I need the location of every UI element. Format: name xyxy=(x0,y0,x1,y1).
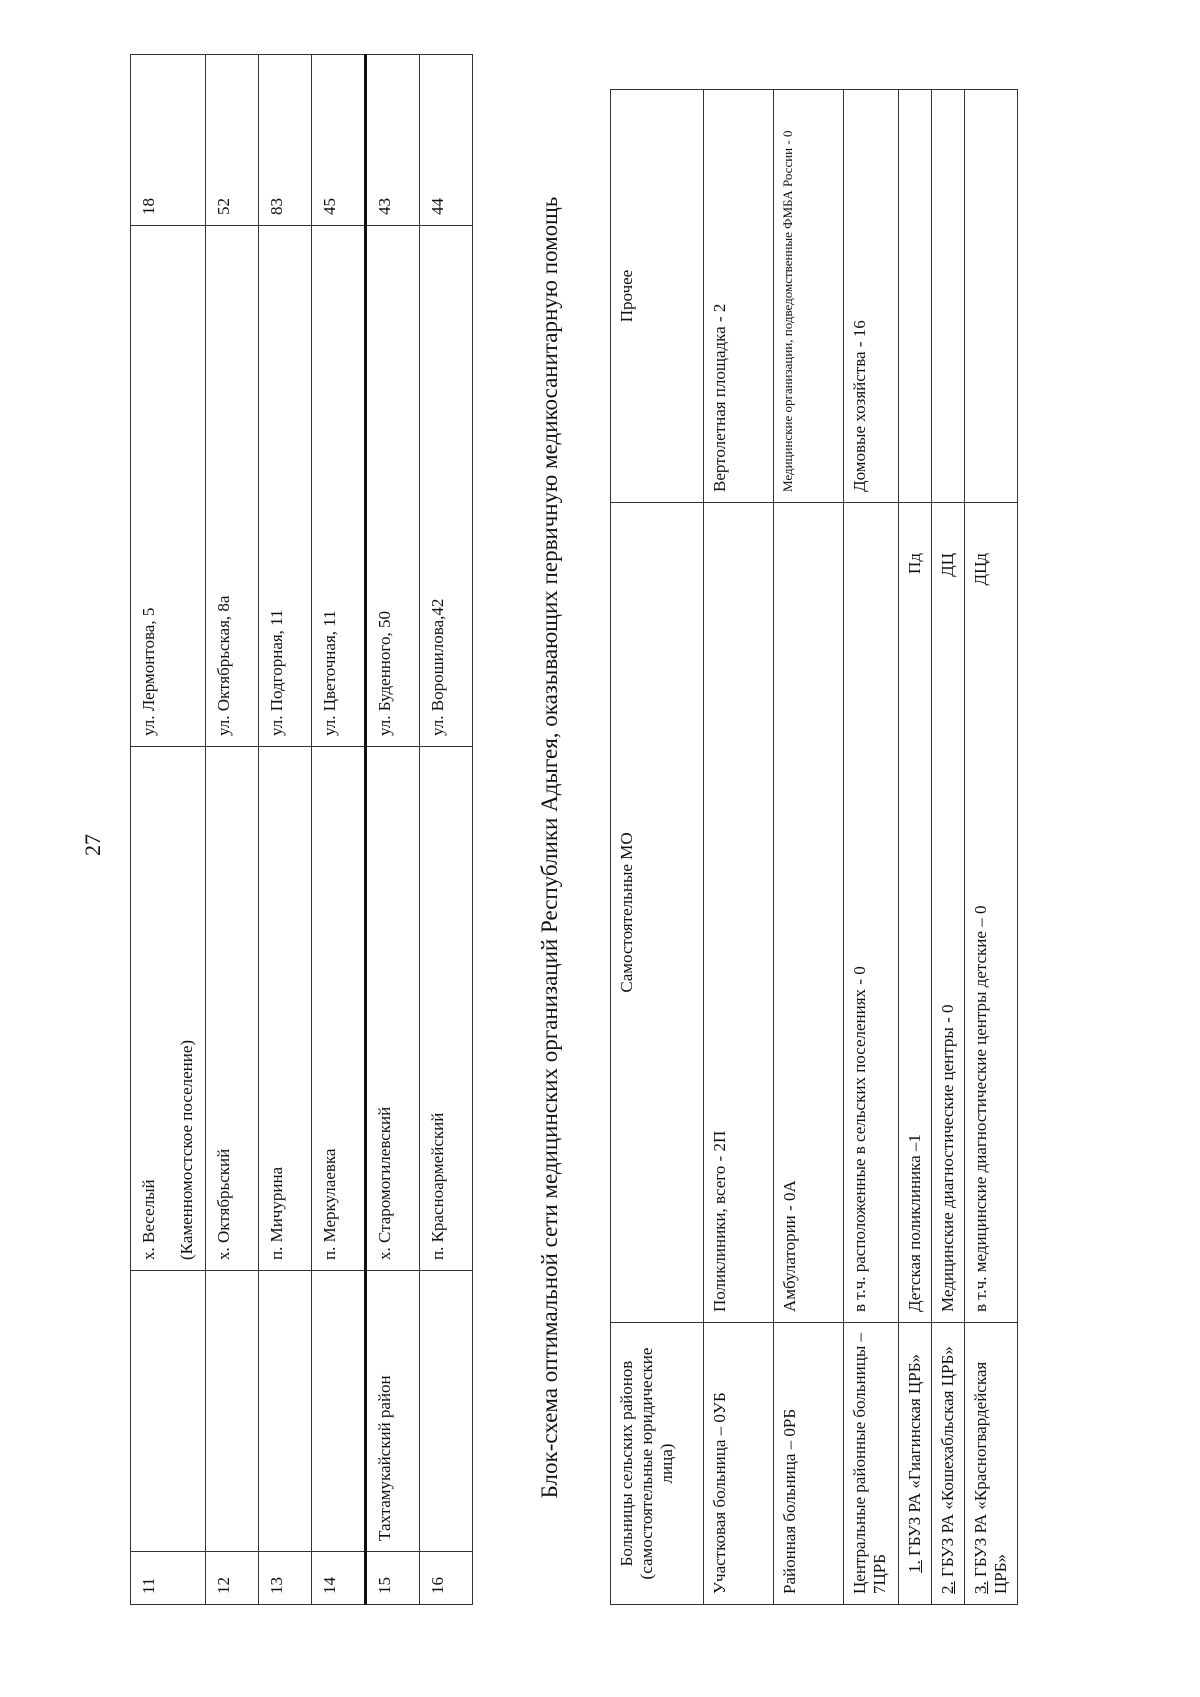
table-row xyxy=(206,55,259,1605)
hospital-cell xyxy=(965,1323,1018,1605)
hospital-cell xyxy=(899,1323,932,1605)
address-cell: ул. Буденного, 50 xyxy=(366,226,420,747)
mo-code: Пд xyxy=(905,553,924,574)
settlement-name: х. Октябрьский xyxy=(206,747,259,1271)
table-row xyxy=(420,55,473,1605)
settlement-name: п. Меркулаевка xyxy=(312,747,366,1271)
table-row xyxy=(259,55,312,1605)
count-cell: 83 xyxy=(259,55,312,226)
settlement-name: п. Красноармейский xyxy=(420,747,473,1271)
list-number: 3. xyxy=(971,1581,990,1594)
district-cell xyxy=(131,1271,206,1552)
row-number: 15 xyxy=(366,1552,420,1605)
count-cell: 18 xyxy=(131,55,206,226)
address-cell: ул. Ворошилова,42 xyxy=(420,226,473,747)
row-number: 14 xyxy=(312,1552,366,1605)
table-row xyxy=(366,55,420,1605)
row-number: 12 xyxy=(206,1552,259,1605)
mo-cell: Амбулатории - 0А xyxy=(774,503,844,1323)
district-cell xyxy=(312,1271,366,1552)
address-cell: ул. Цветочная, 11 xyxy=(312,226,366,747)
table-row xyxy=(965,90,1018,1605)
list-number: 2. xyxy=(938,1581,957,1594)
hospital-cell: Участковая больница – 0УБ xyxy=(704,1323,774,1605)
table-row xyxy=(774,90,844,1605)
mo-name: Детская поликлиника –1 xyxy=(905,1134,924,1312)
settlement-name: п. Мичурина xyxy=(259,747,312,1271)
other-cell xyxy=(965,90,1018,503)
table-row xyxy=(844,90,899,1605)
table-row xyxy=(131,55,206,1605)
mo-cell xyxy=(899,503,932,1323)
table-header-row xyxy=(611,90,704,1605)
settlement-name: х. Старомогилевский xyxy=(366,747,420,1271)
hospital-name: ГБУЗ РА «Кошехабльская ЦРБ» xyxy=(938,1346,957,1582)
hospital-cell xyxy=(932,1323,965,1605)
column-header: Больницы сельских районов (самостоятельные юридические лица) xyxy=(611,1323,704,1605)
list-number: 1. xyxy=(905,1560,924,1574)
settlement-name: х. Веселый xyxy=(139,1179,158,1260)
settlement-subname: (Каменномостское поселение) xyxy=(177,1039,196,1260)
count-cell: 52 xyxy=(206,55,259,226)
table-row xyxy=(312,55,366,1605)
district-cell xyxy=(259,1271,312,1552)
count-cell: 45 xyxy=(312,55,366,226)
hospital-cell: Центральные районные больницы – 7ЦРБ xyxy=(844,1323,899,1605)
table-row xyxy=(899,90,932,1605)
section-heading: Блок-схема оптимальной сети медицинских организаций Республики Адыгея, оказывающих первичную медикосанитарную помощь xyxy=(537,196,562,1499)
other-cell xyxy=(932,90,965,503)
hospital-name: ГБУЗ РА «Гиагинская ЦРБ» xyxy=(905,1353,924,1561)
address-cell: ул. Лермонтова, 5 xyxy=(131,226,206,747)
district-cell xyxy=(420,1271,473,1552)
count-cell: 43 xyxy=(366,55,420,226)
row-number: 16 xyxy=(420,1552,473,1605)
row-number: 11 xyxy=(131,1552,206,1605)
mo-code: ДЦ xyxy=(938,553,957,577)
hospital-cell: Районная больница – 0РБ xyxy=(774,1323,844,1605)
table-row xyxy=(932,90,965,1605)
mo-cell: в т.ч. расположенные в сельских поселениях - 0 xyxy=(844,503,899,1323)
page-number: 27 xyxy=(80,834,105,856)
table-row xyxy=(704,90,774,1605)
mo-cell xyxy=(932,503,965,1323)
column-header: Прочее xyxy=(611,90,704,503)
settlements-table xyxy=(130,54,473,1605)
other-cell xyxy=(899,90,932,503)
district-cell: Тахтамукайский район xyxy=(366,1271,420,1552)
other-cell: Вертолетная площадка - 2 xyxy=(704,90,774,503)
rotated-content xyxy=(130,90,1120,1605)
settlement-cell xyxy=(131,747,206,1271)
address-cell: ул. Октябрьская, 8а xyxy=(206,226,259,747)
count-cell: 44 xyxy=(420,55,473,226)
mo-code: ДЦд xyxy=(971,553,990,586)
column-header: Самостоятельные МО xyxy=(611,503,704,1323)
other-cell: Домовые хозяйства - 16 xyxy=(844,90,899,503)
mo-name: Медицинские диагностические центры - 0 xyxy=(938,1004,957,1312)
row-number: 13 xyxy=(259,1552,312,1605)
mo-name: в т.ч. медицинские диагностические центры детские – 0 xyxy=(971,905,990,1312)
mo-cell xyxy=(965,503,1018,1323)
hospital-name: ГБУЗ РА «Красногвардейская ЦРБ» xyxy=(971,1361,1010,1594)
mo-cell: Поликлиники, всего - 2П xyxy=(704,503,774,1323)
address-cell: ул. Подгорная, 11 xyxy=(259,226,312,747)
district-cell xyxy=(206,1271,259,1552)
other-cell: Медицинские организации, подведомственные ФМБА России - 0 xyxy=(774,90,844,503)
network-table xyxy=(610,89,1018,1605)
